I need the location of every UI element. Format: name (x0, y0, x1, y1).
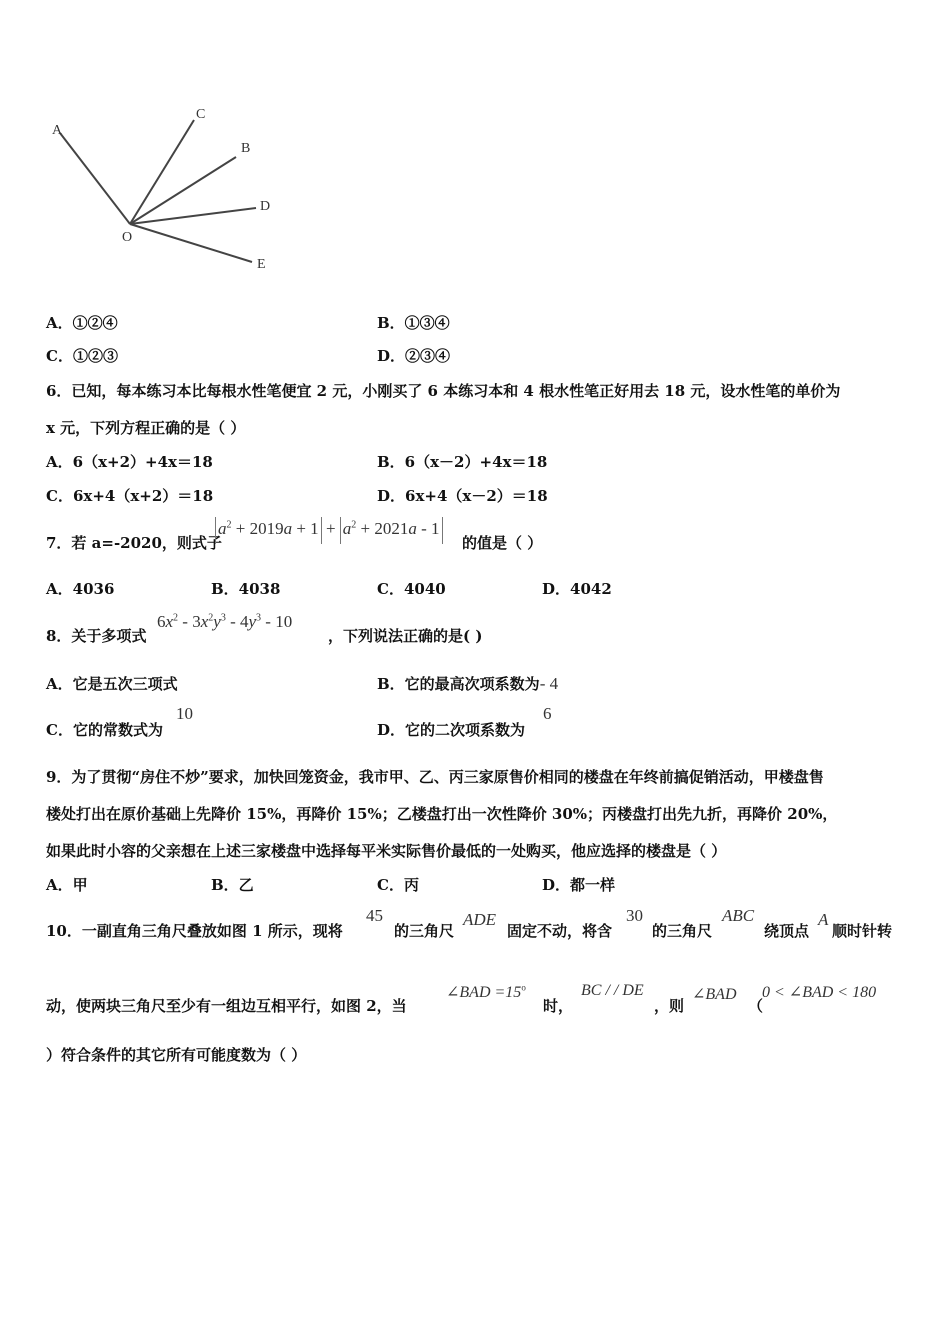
q10-math-30: 30 (626, 906, 643, 925)
q8-option-d-text: D．它的二次项系数为 (377, 721, 526, 739)
q8-option-c-value: 10 (176, 704, 193, 723)
ray-OE (130, 224, 252, 262)
q8-option-b (377, 673, 558, 694)
q10-text-6: 顺时针转 (832, 922, 893, 940)
q6-stem-line1: 6．已知，每本练习本比每根水性笔便宜 2 元，小刚买了 6 本练习本和 4 根水性笔正好用去 18 元，设水性笔的单价为 (46, 382, 841, 400)
q10-math-bad: ∠BAD (692, 986, 737, 1003)
q10-math-a: A (818, 910, 829, 929)
q7-option-c: C．4040 (377, 580, 446, 598)
q8-option-b-text: B．它的最高次项系数为 (377, 675, 540, 693)
label-O: O (122, 230, 133, 245)
label-A: A (52, 123, 63, 138)
angle-figure (40, 100, 290, 280)
q9-option-d: D．都一样 (542, 876, 616, 894)
q9-option-a: A．甲 (46, 876, 88, 894)
q9-option-b: B．乙 (211, 876, 254, 894)
q10-text-3: 固定不动，将含 (507, 922, 613, 940)
q8-option-a: A．它是五次三项式 (46, 675, 178, 693)
q8-option-c-text: C．它的常数式为 (46, 721, 163, 739)
q10-text-1: 10．一副直角三角尺叠放如图 1 所示，现将 (46, 922, 343, 940)
q9-stem-line2: 楼处打出在原价基础上先降价 15%，再降价 15%；乙楼盘打出一次性降价 30%；丙楼盘打出先九折，再降价 20%， (46, 805, 838, 823)
q7-stem-prefix: 7．若 a=-2020，则式子 (46, 534, 222, 552)
ray-OC (130, 120, 194, 224)
q6-stem-line2: x 元，下列方程正确的是（ ） (46, 419, 246, 437)
q7-option-d: D．4042 (542, 580, 612, 598)
q7-stem-suffix: 的值是（ ） (462, 534, 543, 552)
q8-option-b-value: - 4 (539, 674, 559, 693)
q6-option-d: D．6x+4（x－2）＝18 (377, 487, 548, 505)
q7-option-a: A．4036 (46, 580, 115, 598)
q7-option-b: B．4038 (211, 580, 281, 598)
label-E: E (257, 257, 266, 272)
q8-stem-suffix: ，下列说法正确的是( ) (328, 627, 483, 645)
ray-OA (60, 133, 130, 224)
q8-option-d-value: 6 (543, 704, 552, 723)
label-D: D (260, 199, 271, 214)
ray-OD (130, 208, 256, 224)
q10-math-range: 0 < ∠BAD < 180 (762, 984, 877, 1001)
q9-stem-line3: 如果此时小容的父亲想在上述三家楼盘中选择每平米实际售价最低的一处购买，他应选择的楼盘是（ ） (46, 842, 727, 860)
q10-math-bad-15: ∠BAD $=15^o$ (446, 982, 526, 1001)
q8-polynomial: $6x^2 - 3x^2y^3 - 4y^3 - 10$ (157, 612, 293, 631)
ray-OB (130, 157, 236, 224)
q10-text-4: 的三角尺 (652, 922, 713, 940)
q5-option-b: B．①③④ (377, 314, 450, 332)
q7-expression: $a^2 + 2019a + 1 + a^2 + 2021a - 1$ (215, 519, 443, 539)
label-B: B (241, 141, 251, 156)
q10-text-10: （ (748, 997, 764, 1015)
q9-option-c: C．丙 (377, 876, 419, 894)
q10-text-5: 绕顶点 (764, 922, 810, 940)
q8-stem-prefix: 8．关于多项式 (46, 627, 147, 645)
q10-math-parallel: BC / / DE (581, 982, 644, 999)
q6-option-c: C．6x+4（x+2）＝18 (46, 487, 214, 505)
q5-option-d: D．②③④ (377, 347, 451, 365)
q10-text-2: 的三角尺 (394, 922, 455, 940)
q10-text-9: ，则 (654, 997, 685, 1015)
q10-math-abc: ABC (722, 906, 755, 925)
q5-option-a: A．①②④ (46, 314, 118, 332)
q10-math-45: 45 (366, 906, 383, 925)
q5-option-c: C．①②③ (46, 347, 118, 365)
q10-text-7: 动，使两块三角尺至少有一组边互相平行，如图 2，当 (46, 997, 407, 1015)
q10-text-line3: ）符合条件的其它所有可能度数为（ ） (46, 1046, 307, 1064)
q6-option-a: A．6（x+2）+4x＝18 (46, 453, 213, 471)
q6-option-b: B．6（x－2）+4x＝18 (377, 453, 548, 471)
q10-text-8: 时， (543, 997, 574, 1015)
q9-stem-line1: 9．为了贯彻“房住不炒”要求，加快回笼资金，我市甲、乙、丙三家原售价相同的楼盘在年终前搞促销活动，甲楼盘售 (46, 768, 824, 786)
q10-math-ade: ADE (463, 910, 497, 929)
label-C: C (196, 107, 206, 122)
